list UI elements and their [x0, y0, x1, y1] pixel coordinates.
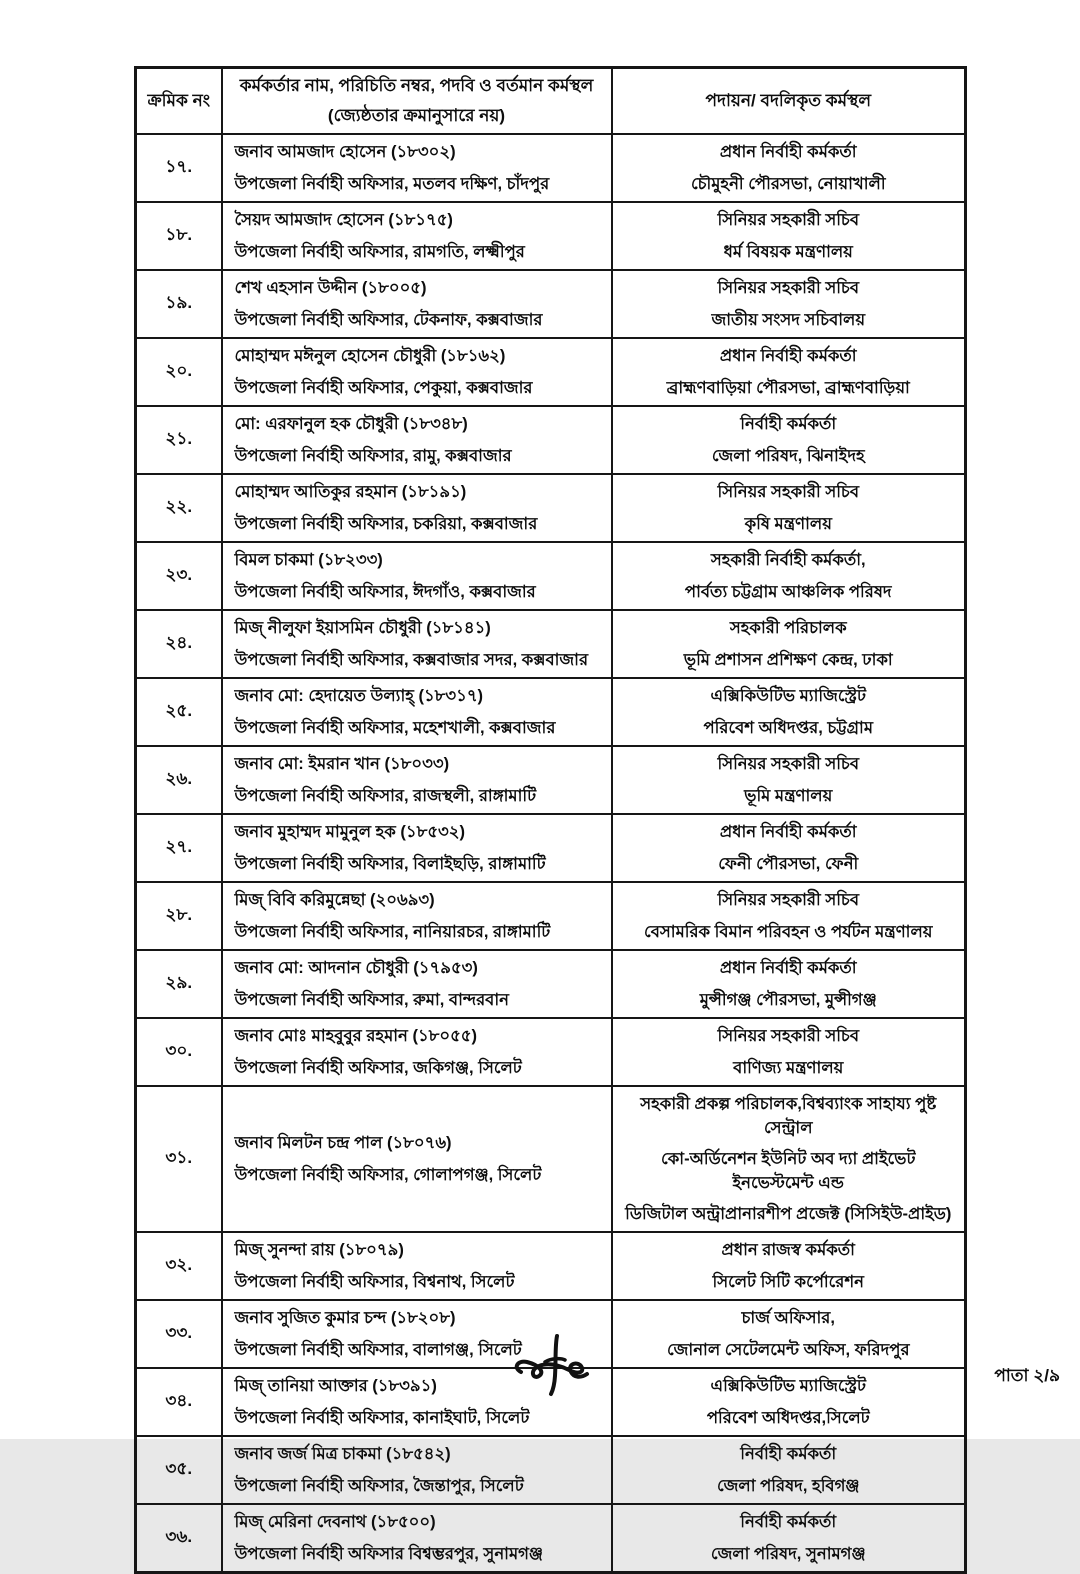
- posting-line: পরিবেশ অধিদপ্তর, চট্টগ্রাম: [703, 718, 873, 737]
- officer-line: জনাব মুহাম্মদ মামুনুল হক (১৮৫৩২): [234, 823, 465, 842]
- posting-line: পরিবেশ অধিদপ্তর,সিলেট: [706, 1408, 870, 1427]
- table-row: [136, 882, 966, 950]
- serial-cell: [136, 1232, 222, 1300]
- serial-cell: [136, 678, 222, 746]
- posting-line: জেলা পরিষদ, ঝিনাইদহ: [711, 446, 865, 465]
- posting-cell: [612, 678, 966, 746]
- officer-line: উপজেলা নির্বাহী অফিসার, ঈদগাঁও, কক্সবাজার: [234, 582, 536, 601]
- officer-line: উপজেলা নির্বাহী অফিসার, কানাইঘাট, সিলেট: [234, 1408, 530, 1427]
- officer-cell: [222, 1086, 612, 1232]
- officer-line: বিমল চাকমা (১৮২৩৩): [234, 551, 383, 570]
- posting-line: কো-অর্ডিনেশন ইউনিট অব দ্যা প্রাইভেট ইনভেস্টমেন্ট এন্ড: [661, 1150, 916, 1192]
- posting-line: সিনিয়র সহকারী সচিব: [717, 211, 860, 230]
- officer-line: মিজ্ সুনন্দা রায় (১৮০৭৯): [234, 1241, 404, 1260]
- serial-number: ১৯.: [165, 293, 193, 312]
- serial-number: ৩৪.: [165, 1391, 193, 1410]
- serial-cell: [136, 1018, 222, 1086]
- officer-line: সৈয়দ আমজাদ হোসেন (১৮১৭৫): [234, 211, 453, 230]
- officer-line: জনাব মোঃ মাহবুবুর রহমান (১৮০৫৫): [234, 1027, 477, 1046]
- officer-cell: [222, 1436, 612, 1504]
- serial-cell: [136, 610, 222, 678]
- posting-line: বাণিজ্য মন্ত্রণালয়: [733, 1058, 844, 1077]
- posting-line: পার্বত্য চট্টগ্রাম আঞ্চলিক পরিষদ: [684, 582, 892, 601]
- serial-cell: [136, 338, 222, 406]
- page-number: পাতা ২/৯: [994, 1366, 1060, 1385]
- table-row: [136, 338, 966, 406]
- serial-number: ৩১.: [165, 1148, 193, 1167]
- posting-cell: [612, 950, 966, 1018]
- posting-line: এক্সিকিউটিভ ম্যাজিস্ট্রেট: [710, 687, 866, 706]
- header-serial-label: ক্রমিক নং: [147, 91, 211, 110]
- serial-number: ৩২.: [165, 1255, 193, 1274]
- officer-line: জনাব আমজাদ হোসেন (১৮৩০২): [234, 143, 456, 162]
- posting-line: কৃষি মন্ত্রণালয়: [744, 514, 832, 533]
- posting-line: চার্জ অফিসার,: [741, 1309, 835, 1328]
- posting-line: জেলা পরিষদ, সুনামগঞ্জ: [710, 1544, 866, 1563]
- serial-number: ৩৫.: [165, 1459, 193, 1478]
- officer-line: মোহাম্মদ মঈনুল হোসেন চৌধুরী (১৮১৬২): [234, 347, 506, 366]
- header-officer: [222, 68, 612, 135]
- serial-cell: [136, 1504, 222, 1573]
- officer-line: মো: এরফানুল হক চৌধুরী (১৮৩৪৮): [234, 415, 468, 434]
- officer-line: জনাব মো: আদনান চৌধুরী (১৭৯৫৩): [234, 959, 478, 978]
- posting-cell: [612, 202, 966, 270]
- table-row: [136, 542, 966, 610]
- officer-line: উপজেলা নির্বাহী অফিসার, কক্সবাজার সদর, কক্সবাজার: [234, 650, 589, 669]
- serial-cell: [136, 134, 222, 202]
- posting-line: ডিজিটাল অন্ট্রাপ্রানারশীপ প্রজেক্ট (সিসিইউ-প্রাইড): [625, 1205, 952, 1223]
- posting-cell: [612, 1086, 966, 1232]
- serial-cell: [136, 1368, 222, 1436]
- posting-line: সহকারী পরিচালক: [729, 619, 847, 638]
- table-row: [136, 1018, 966, 1086]
- header-officer-line2: (জ্যেষ্ঠতার ক্রমানুসারে নয়): [327, 106, 506, 125]
- posting-cell: [612, 1018, 966, 1086]
- header-serial: [136, 68, 222, 135]
- officer-line: উপজেলা নির্বাহী অফিসার, রামগতি, লক্ষ্মীপুর: [234, 242, 525, 261]
- posting-line: সিনিয়র সহকারী সচিব: [717, 483, 860, 502]
- officer-line: উপজেলা নির্বাহী অফিসার, নানিয়ারচর, রাঙ্গামাটি: [234, 922, 551, 941]
- header-officer-line1: কর্মকর্তার নাম, পরিচিতি নম্বর, পদবি ও বর্তমান কর্মস্থল: [239, 76, 594, 95]
- serial-number: ২৫.: [165, 701, 193, 720]
- posting-cell: [612, 610, 966, 678]
- officer-line: জনাব মো: ইমরান খান (১৮০৩৩): [234, 755, 450, 774]
- table-row: [136, 1086, 966, 1232]
- posting-line: প্রধান রাজস্ব কর্মকর্তা: [721, 1241, 855, 1260]
- serial-number: ২০.: [165, 361, 193, 380]
- officer-cell: [222, 338, 612, 406]
- officer-line: মিজ্ মেরিনা দেবনাথ (১৮৫০০): [234, 1513, 436, 1532]
- posting-cell: [612, 134, 966, 202]
- posting-line: মুন্সীগঞ্জ পৌরসভা, মুন্সীগঞ্জ: [699, 990, 877, 1009]
- posting-line: সহকারী প্রকল্প পরিচালক,বিশ্বব্যাংক সাহায্য পুষ্ট সেন্ট্রাল: [640, 1095, 937, 1137]
- officer-cell: [222, 610, 612, 678]
- posting-line: বেসামরিক বিমান পরিবহন ও পর্যটন মন্ত্রণালয়: [644, 922, 933, 941]
- posting-line: জোনাল সেটেলমেন্ট অফিস, ফরিদপুর: [666, 1340, 910, 1359]
- posting-line: সহকারী নির্বাহী কর্মকর্তা,: [710, 551, 866, 570]
- table-row: [136, 202, 966, 270]
- officer-line: উপজেলা নির্বাহী অফিসার বিশ্বম্ভরপুর, সুনামগঞ্জ: [234, 1544, 544, 1563]
- serial-cell: [136, 814, 222, 882]
- serial-cell: [136, 882, 222, 950]
- table-row: [136, 950, 966, 1018]
- officer-line: উপজেলা নির্বাহী অফিসার, রুমা, বান্দরবান: [234, 990, 509, 1009]
- posting-cell: [612, 270, 966, 338]
- officer-cell: [222, 134, 612, 202]
- posting-cell: [612, 406, 966, 474]
- serial-number: ২৪.: [165, 633, 193, 652]
- officer-cell: [222, 1018, 612, 1086]
- serial-number: ৩৩.: [165, 1323, 193, 1342]
- officer-cell: [222, 270, 612, 338]
- officer-line: মিজ্ নীলুফা ইয়াসমিন চৌধুরী (১৮১৪১): [234, 619, 491, 638]
- serial-number: ১৮.: [165, 225, 193, 244]
- table-row: [136, 1232, 966, 1300]
- posting-line: চৌমুহনী পৌরসভা, নোয়াখালী: [690, 174, 886, 193]
- posting-cell: [612, 1300, 966, 1368]
- posting-cell: [612, 814, 966, 882]
- posting-line: জাতীয় সংসদ সচিবালয়: [711, 310, 866, 329]
- officer-line: জনাব জর্জ মিত্র চাকমা (১৮৫৪২): [234, 1445, 451, 1464]
- posting-cell: [612, 338, 966, 406]
- serial-number: ২৭.: [165, 837, 193, 856]
- officer-line: উপজেলা নির্বাহী অফিসার, জৈন্তাপুর, সিলেট: [234, 1476, 524, 1495]
- signature-mark-icon: [505, 1332, 605, 1404]
- officer-cell: [222, 1504, 612, 1573]
- serial-cell: [136, 270, 222, 338]
- serial-cell: [136, 542, 222, 610]
- table-row: [136, 814, 966, 882]
- table-header: [136, 68, 966, 135]
- officer-line: উপজেলা নির্বাহী অফিসার, জকিগঞ্জ, সিলেট: [234, 1058, 522, 1077]
- serial-cell: [136, 1300, 222, 1368]
- serial-number: ২৬.: [165, 769, 193, 788]
- serial-number: ২১.: [165, 429, 193, 448]
- header-posting: [612, 68, 966, 135]
- officer-line: শেখ এহসান উদ্দীন (১৮০০৫): [234, 279, 427, 298]
- posting-cell: [612, 1232, 966, 1300]
- posting-line: এক্সিকিউটিভ ম্যাজিস্ট্রেট: [710, 1377, 866, 1396]
- officer-line: উপজেলা নির্বাহী অফিসার, বিশ্বনাথ, সিলেট: [234, 1272, 515, 1291]
- posting-line: সিনিয়র সহকারী সচিব: [717, 891, 860, 910]
- table-row: [136, 474, 966, 542]
- posting-line: ফেনী পৌরসভা, ফেনী: [718, 854, 859, 873]
- officer-cell: [222, 474, 612, 542]
- serial-number: ২৯.: [165, 973, 193, 992]
- officer-line: উপজেলা নির্বাহী অফিসার, রামু, কক্সবাজার: [234, 446, 512, 465]
- posting-cell: [612, 1436, 966, 1504]
- serial-cell: [136, 474, 222, 542]
- officer-line: উপজেলা নির্বাহী অফিসার, বিলাইছড়ি, রাঙ্গামাটি: [234, 854, 546, 873]
- officer-line: উপজেলা নির্বাহী অফিসার, পেকুয়া, কক্সবাজার: [234, 378, 533, 397]
- posting-line: প্রধান নির্বাহী কর্মকর্তা: [719, 959, 857, 978]
- officer-line: মোহাম্মদ আতিকুর রহমান (১৮১৯১): [234, 483, 467, 502]
- table-row: [136, 134, 966, 202]
- header-row: [136, 68, 966, 135]
- posting-cell: [612, 746, 966, 814]
- posting-line: প্রধান নির্বাহী কর্মকর্তা: [719, 347, 857, 366]
- table-row: [136, 610, 966, 678]
- officer-line: জনাব মো: হেদায়েত উল্যাহ্ (১৮৩১৭): [234, 687, 484, 706]
- officer-line: উপজেলা নির্বাহী অফিসার, চকরিয়া, কক্সবাজার: [234, 514, 538, 533]
- serial-cell: [136, 746, 222, 814]
- posting-line: সিনিয়র সহকারী সচিব: [717, 1027, 860, 1046]
- posting-line: নির্বাহী কর্মকর্তা: [740, 415, 837, 434]
- officer-line: উপজেলা নির্বাহী অফিসার, গোলাপগঞ্জ, সিলেট: [234, 1165, 542, 1184]
- serial-number: ২৮.: [165, 905, 193, 924]
- officer-cell: [222, 746, 612, 814]
- serial-number: ৩৬.: [165, 1527, 193, 1546]
- serial-cell: [136, 950, 222, 1018]
- serial-number: ১৭.: [165, 157, 193, 176]
- table-row: [136, 746, 966, 814]
- officer-cell: [222, 882, 612, 950]
- table-row: [136, 406, 966, 474]
- officer-line: উপজেলা নির্বাহী অফিসার, রাজস্থলী, রাঙ্গামাটি: [234, 786, 537, 805]
- officer-cell: [222, 814, 612, 882]
- officer-line: মিজ্ বিবি করিমুন্নেছা (২০৬৯৩): [234, 891, 435, 910]
- officer-line: জনাব মিলটন চন্দ্র পাল (১৮০৭৬): [234, 1134, 452, 1153]
- posting-cell: [612, 882, 966, 950]
- serial-cell: [136, 406, 222, 474]
- table-row: [136, 1504, 966, 1573]
- posting-cell: [612, 474, 966, 542]
- officer-cell: [222, 202, 612, 270]
- posting-line: ভূমি মন্ত্রণালয়: [744, 786, 833, 805]
- officer-line: মিজ্ তানিয়া আক্তার (১৮৩৯১): [234, 1377, 437, 1396]
- table-row: [136, 678, 966, 746]
- posting-cell: [612, 542, 966, 610]
- posting-line: সিনিয়র সহকারী সচিব: [717, 755, 860, 774]
- serial-cell: [136, 1086, 222, 1232]
- posting-line: সিলেট সিটি কর্পোরেশন: [712, 1272, 864, 1291]
- serial-cell: [136, 1436, 222, 1504]
- posting-line: ধর্ম বিষয়ক মন্ত্রণালয়: [723, 242, 853, 261]
- officer-line: উপজেলা নির্বাহী অফিসার, টেকনাফ, কক্সবাজার: [234, 310, 543, 329]
- posting-line: নির্বাহী কর্মকর্তা: [740, 1445, 837, 1464]
- posting-cell: [612, 1504, 966, 1573]
- officer-cell: [222, 1232, 612, 1300]
- posting-cell: [612, 1368, 966, 1436]
- header-posting-label: পদায়ন/ বদলিকৃত কর্মস্থল: [705, 91, 872, 110]
- officer-cell: [222, 542, 612, 610]
- serial-number: ২৩.: [165, 565, 193, 584]
- officer-line: জনাব সুজিত কুমার চন্দ (১৮২০৮): [234, 1309, 456, 1328]
- posting-line: সিনিয়র সহকারী সচিব: [717, 279, 860, 298]
- serial-number: ২২.: [165, 497, 193, 516]
- officer-cell: [222, 406, 612, 474]
- posting-line: ব্রাহ্মণবাড়িয়া পৌরসভা, ব্রাহ্মণবাড়িয়া: [666, 378, 910, 397]
- posting-line: নির্বাহী কর্মকর্তা: [740, 1513, 837, 1532]
- officer-cell: [222, 950, 612, 1018]
- serial-cell: [136, 202, 222, 270]
- officer-line: উপজেলা নির্বাহী অফিসার, মতলব দক্ষিণ, চাঁদপুর: [234, 174, 550, 193]
- officer-line: উপজেলা নির্বাহী অফিসার, মহেশখালী, কক্সবাজার: [234, 718, 556, 737]
- posting-line: জেলা পরিষদ, হবিগঞ্জ: [716, 1476, 860, 1495]
- serial-number: ৩০.: [165, 1041, 193, 1060]
- posting-line: ভূমি প্রশাসন প্রশিক্ষণ কেন্দ্র, ঢাকা: [683, 650, 893, 669]
- posting-line: প্রধান নির্বাহী কর্মকর্তা: [719, 823, 857, 842]
- officer-cell: [222, 678, 612, 746]
- officer-line: উপজেলা নির্বাহী অফিসার, বালাগঞ্জ, সিলেট: [234, 1340, 522, 1359]
- table-row: [136, 1436, 966, 1504]
- posting-line: প্রধান নির্বাহী কর্মকর্তা: [719, 143, 857, 162]
- table-row: [136, 270, 966, 338]
